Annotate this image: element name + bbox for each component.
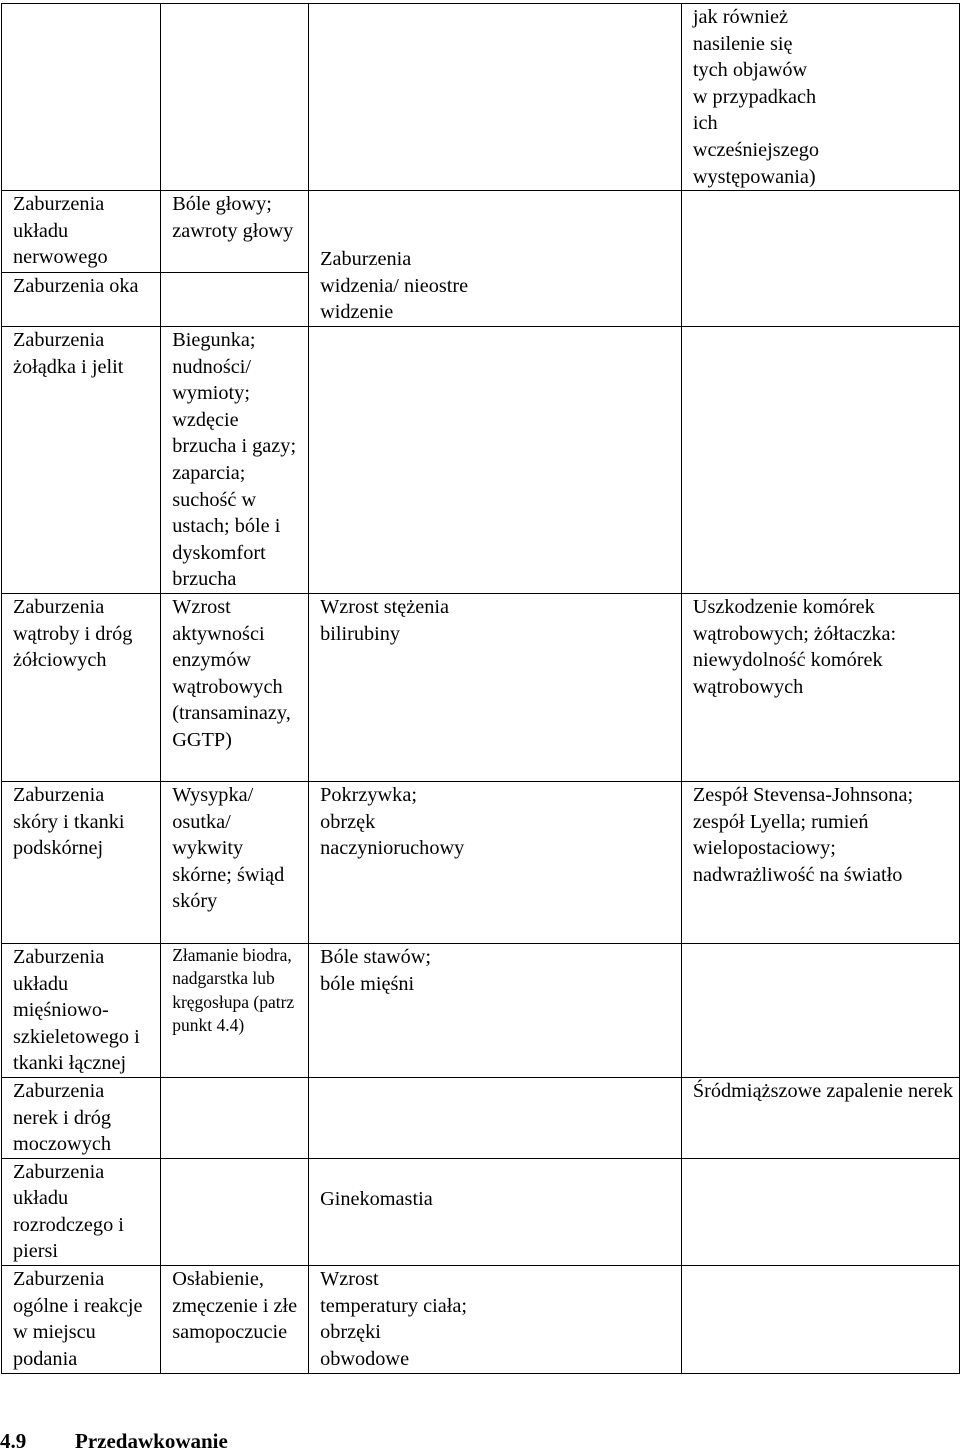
section-heading [0,1428,228,1454]
organ-class-cell: Zaburzenia układu nerwowego [2,191,161,272]
table-row [2,326,960,593]
table-cell: Śródmiąższowe zapalenie nerek [681,1077,959,1158]
table-cell [161,4,309,191]
table-cell [681,326,959,593]
table-cell: Bóle stawów; bóle mięśni [309,943,682,1077]
table-cell [681,1266,959,1374]
organ-class-cell: Zaburzenia nerek i dróg moczowych [2,1077,161,1158]
table-cell: Wysypka/ osutka/ wykwity skórne; świąd skóry [161,781,309,943]
organ-class-cell: Zaburzenia układu mięśniowo-szkieletowego i tkanki łącznej [2,943,161,1077]
table-cell [309,4,682,191]
table-cell [681,191,959,327]
table-row [2,781,960,943]
organ-class-cell: Zaburzenia układu rozrodczego i piersi [2,1158,161,1265]
organ-class-cell: Zaburzenia wątroby i dróg żółciowych [2,593,161,781]
table-row [2,593,960,781]
table-cell: Bóle głowy; zawroty głowy [161,191,309,272]
table-cell [161,1077,309,1158]
table-cell: Uszkodzenie komórek wątrobowych; żółtaczka: niewydolność komórek wątrobowych [681,593,959,781]
table-cell: Wzrost temperatury ciała; obrzęki obwodowe [309,1266,682,1374]
organ-class-cell: Zaburzenia ogólne i reakcje w miejscu podania [2,1266,161,1374]
table-cell: Pokrzywka; obrzęk naczynioruchowy [309,781,682,943]
table-cell: Osłabienie, zmęczenie i złe samopoczucie [161,1266,309,1374]
organ-class-cell: Zaburzenia żołądka i jelit [2,326,161,593]
table-row [2,191,960,272]
table-cell: Zespół Stevensa-Johnsona; zespół Lyella; rumień wielopostaciowy; nadwrażliwość na światło [681,781,959,943]
table-row [2,1077,960,1158]
organ-class-cell: Zaburzenia oka [2,272,161,326]
table-cell [681,1158,959,1265]
table-cell: Ginekomastia [309,1158,682,1265]
table-cell: Zaburzenia widzenia/ nieostre widzenie [309,191,682,327]
table-cell: Wzrost stężenia bilirubiny [309,593,682,781]
section-title: Przedawkowanie [75,1429,228,1453]
table-cell [2,4,161,191]
table-cell: Złamanie biodra, nadgarstka lub kręgosłupa (patrz punkt 4.4) [161,943,309,1077]
table-row [2,1266,960,1374]
adverse-effects-table [1,3,960,1374]
table-row [2,4,960,191]
table-cell: Biegunka; nudności/ wymioty; wzdęcie brzucha i gazy; zaparcia; suchość w ustach; bóle i dyskomfort brzucha [161,326,309,593]
table-cell [681,943,959,1077]
table-cell [309,326,682,593]
table-cell [161,1158,309,1265]
table-row [2,1158,960,1265]
table-cell: Wzrost aktywności enzymów wątrobowych (transaminazy, GGTP) [161,593,309,781]
table-cell: jak również nasilenie się tych objawów w przypadkach ich wcześniejszego występowania) [681,4,959,191]
table-cell [161,272,309,326]
organ-class-cell: Zaburzenia skóry i tkanki podskórnej [2,781,161,943]
table-row [2,943,960,1077]
section-number: 4.9 [0,1429,27,1453]
table-cell [309,1077,682,1158]
